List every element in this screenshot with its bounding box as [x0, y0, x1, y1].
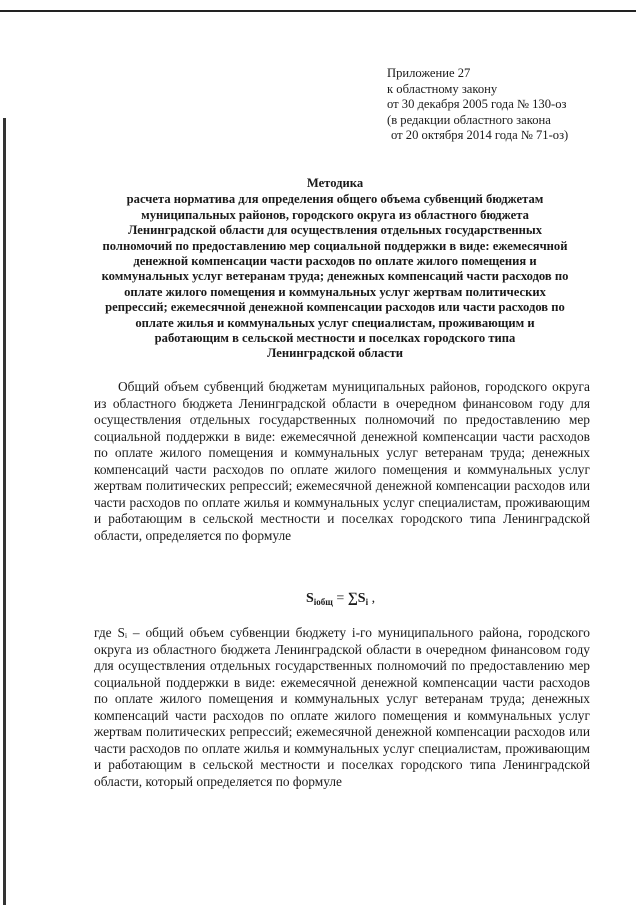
title-line: репрессий; ежемесячной денежной компенсации расходов или части расходов по	[105, 300, 565, 315]
title-line: Ленинградской области для осуществления отдельных государственных	[127, 223, 543, 238]
appendix-line: Приложение 27	[387, 66, 471, 80]
document-title	[70, 176, 600, 362]
title-line: расчета норматива для определения общего объема субвенций бюджетам	[126, 192, 544, 207]
title-line: коммунальных услуг ветеранам труда; денежных компенсаций части расходов по	[101, 269, 569, 284]
body-paragraph-1: Общий объем субвенций бюджетам муниципальных районов, городского округа из областного бюджета Ленинградской области в очередном финансовом году для осуществления отдельных государственных полномочий по предоставлению мер социальной поддержки в виде: ежемесячной денежной компенсации части расходов по оплате жилого помещения и коммунальных услуг ветеранам труда; денежных компенсаций части расходов по оплате жилого помещения и коммунальных услуг жертвам политических репрессий; ежемесячной денежной компенсации расходов или части расходов по оплате жилья и коммунальных услуг специалистам, проживающим и работающим в сельской местности и поселках городского типа Ленинградской области, определяется по формуле	[94, 379, 590, 543]
title-line: Ленинградской области	[266, 346, 404, 361]
top-scan-border	[0, 10, 636, 12]
formula-tail: ,	[368, 591, 376, 606]
appendix-line: от 30 декабря 2005 года № 130-оз	[387, 97, 567, 111]
formula-sum-subscript: i	[365, 597, 369, 607]
title-line: работающим в сельской местности и поселках городского типа	[154, 331, 516, 346]
title-line: оплате жилого помещения и коммунальных услуг жертвам политических	[124, 284, 546, 299]
appendix-line: к областному закону	[387, 81, 498, 96]
appendix-reference	[387, 66, 632, 144]
formula-equals: =	[332, 591, 348, 606]
title-line: оплате жилья и коммунальных услуг специалистам, проживающим и	[135, 315, 535, 330]
formula-lhs: S	[306, 591, 314, 606]
title-line: муниципальных районов, городского округа из областного бюджета	[141, 207, 529, 222]
title-line: полномочий по предоставлению мер социальной поддержки в виде: ежемесячной	[102, 238, 568, 253]
title-line: денежной компенсации части расходов по оплате жилого помещения и	[133, 254, 537, 269]
appendix-line: от 20 октября 2014 года № 71-оз)	[391, 128, 569, 142]
formula	[306, 591, 375, 607]
left-scan-border	[3, 118, 6, 905]
title-heading: Методика	[306, 176, 364, 190]
formula-lhs-subscript: iобщ	[313, 597, 333, 607]
appendix-line: (в редакции областного закона	[387, 112, 551, 127]
formula-sum: ∑S	[347, 591, 366, 606]
body-paragraph-2: где Sᵢ – общий объем субвенции бюджету i-го муниципального района, городского округа из областного бюджета Ленинградской области в очередном финансовом году для осуществления отдельных государственных полномочий по предоставлению мер социальной поддержки в виде: ежемесячной денежной компенсации части расходов по оплате жилого помещения и коммунальных услуг ветеранам труда; денежных компенсаций части расходов по оплате жилого помещения и коммунальных услуг жертвам политических репрессий; ежемесячной денежной компенсации расходов или части расходов по оплате жилья и коммунальных услуг специалистам, проживающим и работающим в сельской местности и поселках городского типа Ленинградской области, который определяется по формуле	[94, 625, 590, 789]
